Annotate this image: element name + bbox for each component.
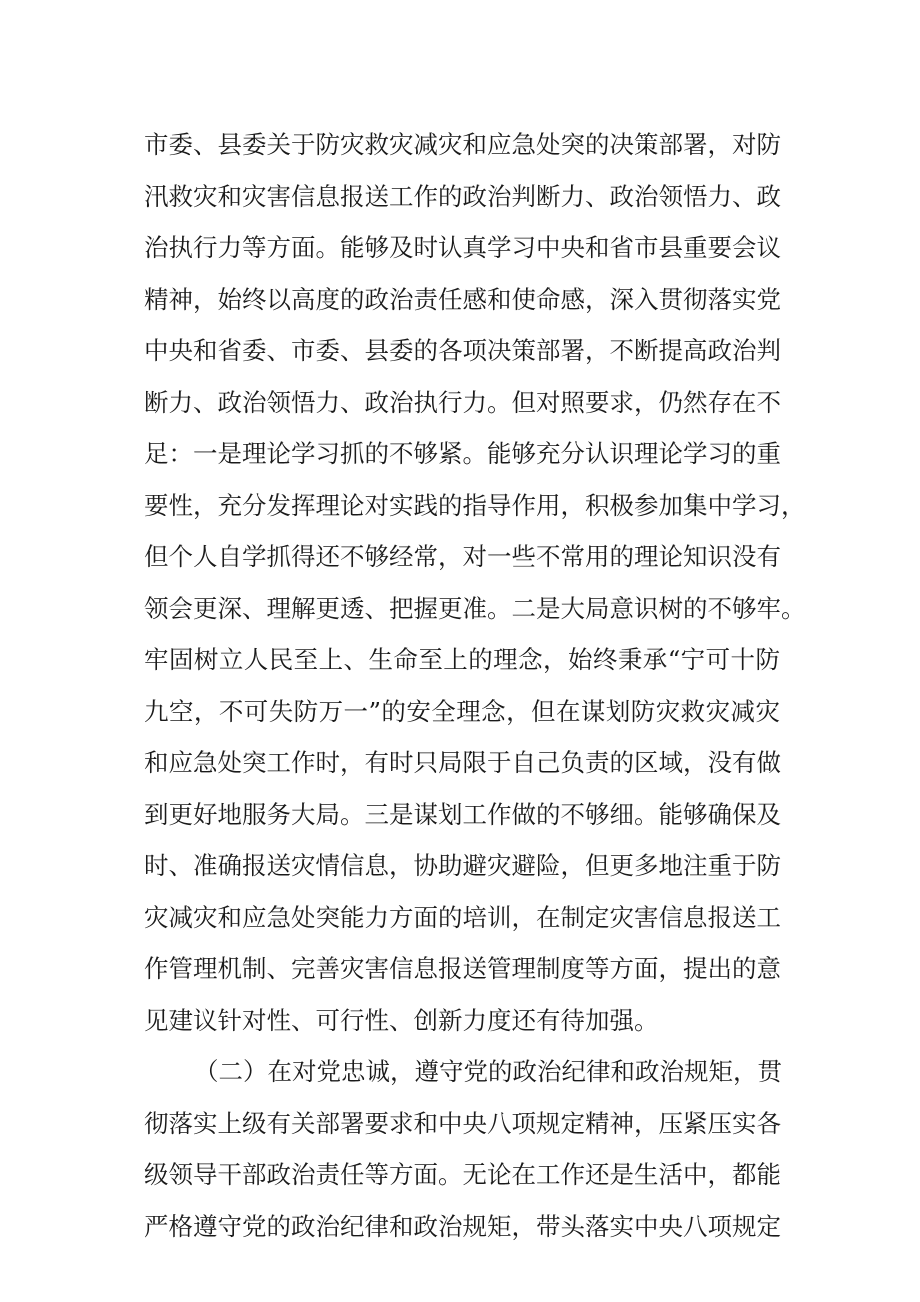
text-line: 治执行力等方面。能够及时认真学习中央和省市县重要会议 bbox=[144, 233, 781, 262]
text-line: 和应急处突工作时，有时只局限于自己负责的区域，没有做 bbox=[144, 748, 781, 777]
text-line: 领会更深、理解更透、把握更准。二是大局意识树的不够牢。 bbox=[144, 593, 806, 623]
text-line: 中央和省委、市委、县委的各项决策部署，不断提高政治判 bbox=[144, 336, 781, 365]
text-line: 严格遵守党的政治纪律和政治规矩，带头落实中央八项规定 bbox=[144, 1211, 781, 1241]
body-text bbox=[144, 119, 806, 1252]
text-line: 要性，充分发挥理论对实践的指导作用，积极参加集中学习， bbox=[144, 490, 806, 520]
text-line: 灾减灾和应急处突能力方面的培训，在制定灾害信息报送工 bbox=[144, 902, 781, 932]
text-line: 断力、政治领悟力、政治执行力。但对照要求，仍然存在不 bbox=[144, 387, 781, 417]
text-line: 汛救灾和灾害信息报送工作的政治判断力、政治领悟力、政 bbox=[144, 181, 781, 211]
text-line: 彻落实上级有关部署要求和中央八项规定精神，压紧压实各 bbox=[144, 1108, 781, 1138]
text-line: 市委、县委关于防灾救灾减灾和应急处突的决策部署，对防 bbox=[144, 130, 781, 159]
text-line: 九空，不可失防万一”的安全理念，但在谋划防灾救灾减灾 bbox=[144, 696, 780, 726]
text-line: 见建议针对性、可行性、创新力度还有待加强。 bbox=[144, 1005, 659, 1035]
text-line: 到更好地服务大局。三是谋划工作做的不够细。能够确保及 bbox=[144, 799, 781, 829]
section-heading-line: （二）在对党忠诚，遵守党的政治纪律和政治规矩，贯 bbox=[194, 1057, 782, 1086]
text-line: 牢固树立人民至上、生命至上的理念，始终秉承“宁可十防 bbox=[144, 645, 780, 674]
text-line: 作管理机制、完善灾害信息报送管理制度等方面，提出的意 bbox=[144, 954, 781, 983]
text-line: 但个人自学抓得还不够经常，对一些不常用的理论知识没有 bbox=[144, 542, 781, 571]
text-line: 精神，始终以高度的政治责任感和使命感，深入贯彻落实党 bbox=[144, 284, 781, 314]
text-line: 级领导干部政治责任等方面。无论在工作还是生活中，都能 bbox=[144, 1160, 781, 1189]
text-line: 时、准确报送灾情信息，协助避灾避险，但更多地注重于防 bbox=[144, 851, 781, 880]
text-line: 足：一是理论学习抓的不够紧。能够充分认识理论学习的重 bbox=[144, 439, 781, 468]
